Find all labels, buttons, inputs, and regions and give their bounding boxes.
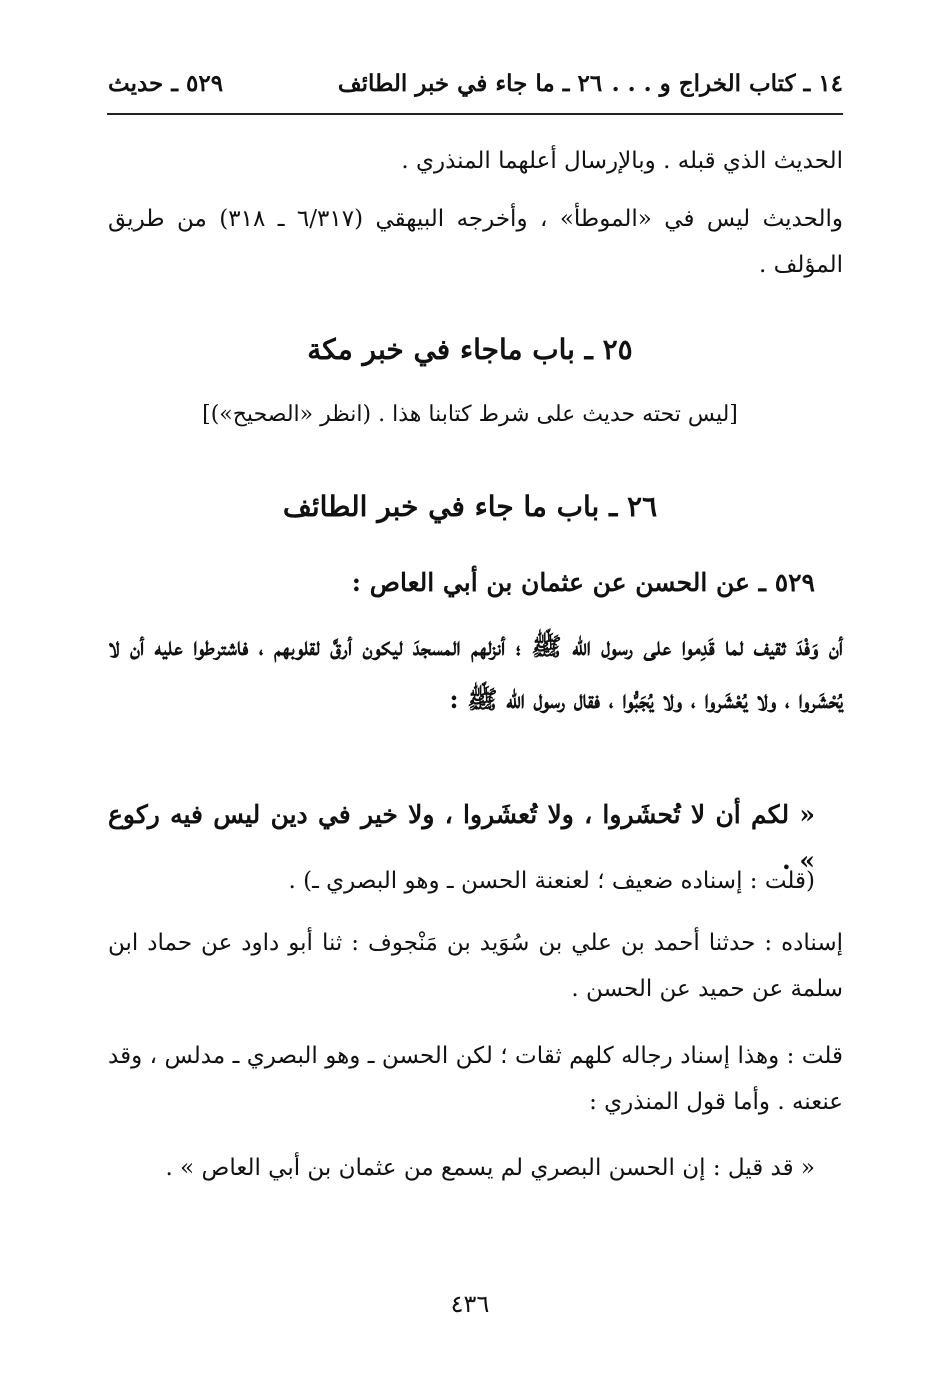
page-number: ٤٣٦ xyxy=(450,1290,490,1318)
mundhiri-quote: « قد قيل : إن الحسن البصري لم يسمع من عثمان بن أبي العاص » . xyxy=(165,1155,815,1181)
running-header-hadith-number: ٥٢٩ ـ حديث xyxy=(108,70,224,97)
running-header-section: ٢٦ ـ ما جاء في خبر الطائف xyxy=(337,70,603,97)
isnad-paragraph: إسناده : حدثنا أحمد بن علي بن سُوَيد بن مَنْجوف : ثنا أبو داود عن حماد ابن سلمة عن حميد عن الحسن . xyxy=(108,930,843,1002)
running-header-chapter: ١٤ ـ كتاب الخراج و . . . xyxy=(611,70,843,97)
chapter-heading-25: ٢٥ ـ باب ماجاء في خبر مكة xyxy=(307,333,633,366)
hadith-quote: « لكم أن لا تُحشَروا ، ولا تُعشَروا ، ولا خير في دين ليس فيه ركوع » . xyxy=(108,800,815,875)
chapter-heading-26: ٢٦ ـ باب ما جاء في خبر الطائف xyxy=(282,490,658,523)
author-comment: (قلت : إسناده ضعيف ؛ لعنعنة الحسن ـ وهو البصري ـ) . xyxy=(288,868,815,894)
hadith-intro: ٥٢٩ ـ عن الحسن عن عثمان بن أبي العاص : xyxy=(351,568,815,597)
author-remark: قلت : وهذا إسناد رجاله كلهم ثقات ؛ لكن الحسن ـ وهو البصري ـ مدلس ، وقد عنعنه . وأما قول المنذري : xyxy=(108,1043,843,1115)
hadith-text: أن وَفْدَ ثقيف لما قَدِموا على رسول الله ﷺ ؛ أنزلهم المسجدَ ليكون أرقَّ لقلوبهم ، فاشترطوا عليه أن لا يُحْشَروا ، ولا يُعْشَروا ، ولا يُجَبُّوا ، فقال رسول الله ﷺ : xyxy=(108,632,843,714)
paragraph-takhrij: والحديث ليس في «الموطأ» ، وأخرجه البيهقي (٦/٣١٧ ـ ٣١٨) من طريق المؤلف . xyxy=(108,206,843,278)
paragraph-continuation: الحديث الذي قبله . وبالإرسال أعلهما المنذري . xyxy=(401,148,843,174)
header-rule xyxy=(107,113,843,115)
chapter-note-25: [ليس تحته حديث على شرط كتابنا هذا . (انظر «الصحيح»)] xyxy=(202,402,738,427)
